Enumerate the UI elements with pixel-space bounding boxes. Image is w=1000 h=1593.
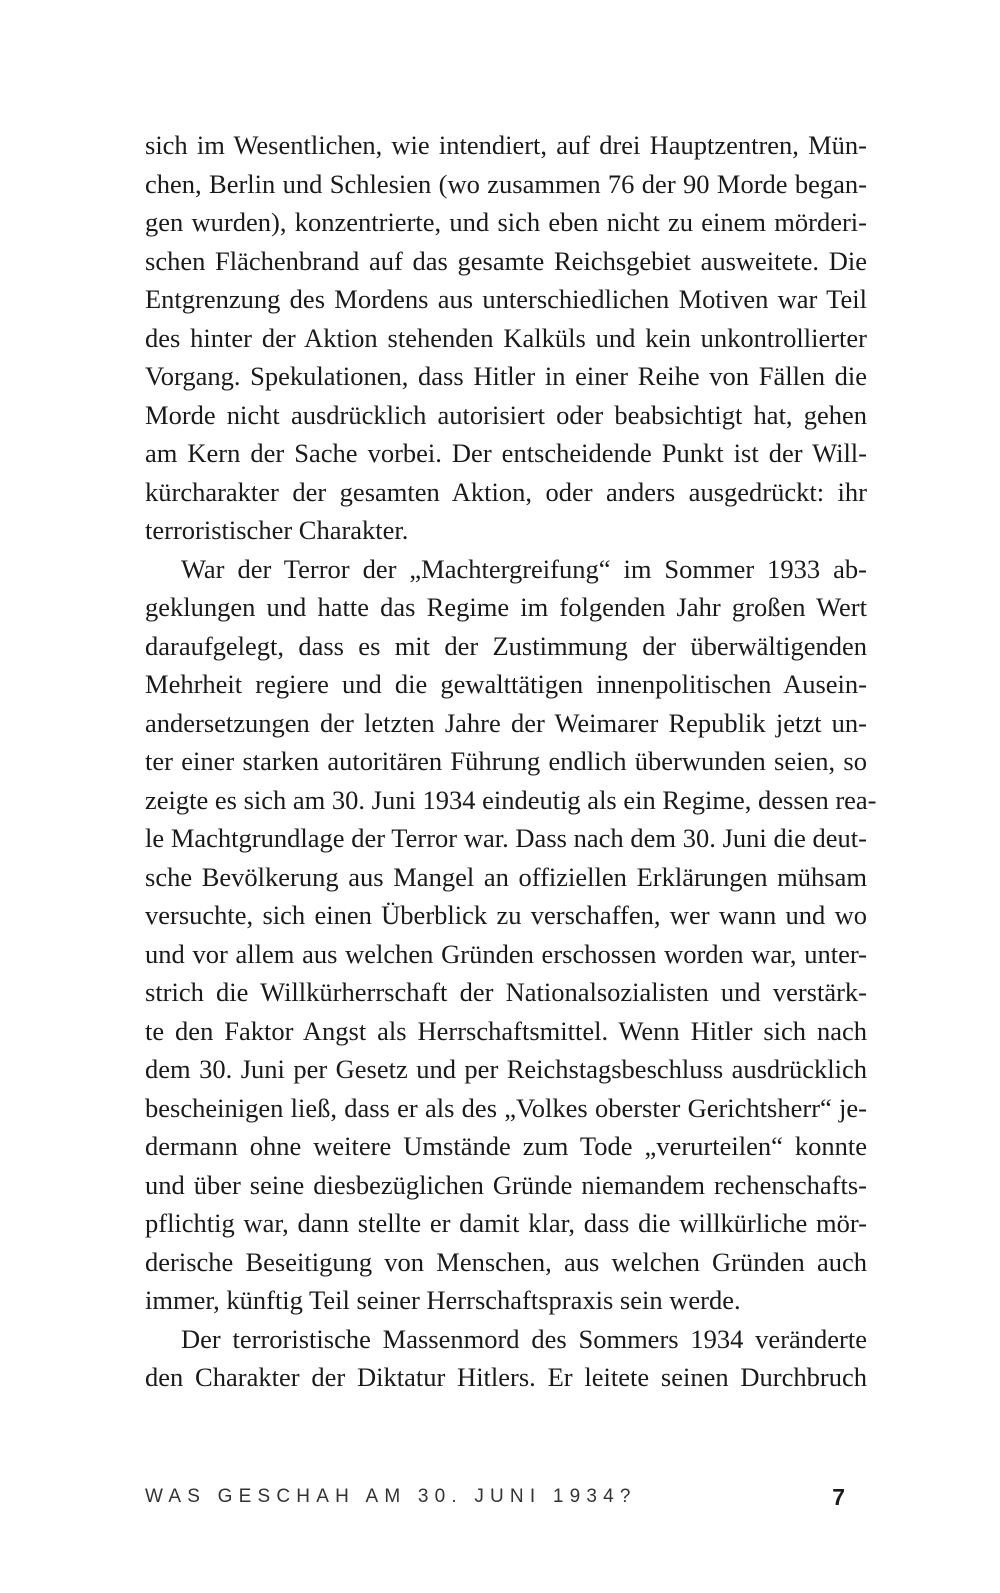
text-line: Vorgang. Spekulationen, dass Hitler in einer Reihe von Fällen die bbox=[145, 361, 867, 391]
running-head: WAS GESCHAH AM 30. JUNI 1934? bbox=[145, 1486, 637, 1507]
text-line: War der Terror der „Machtergreifung“ im Sommer 1933 ab- bbox=[181, 553, 867, 584]
text-line: des hinter der Aktion stehenden Kalküls und kein unkontrollierter bbox=[145, 322, 867, 353]
text-line: te den Faktor Angst als Herrschaftsmittel. Wenn Hitler sich nach bbox=[145, 1015, 867, 1046]
text-line: den Charakter der Diktatur Hitlers. Er leitete seinen Durchbruch bbox=[145, 1362, 867, 1392]
paragraph bbox=[145, 126, 867, 550]
text-line: immer, künftig Teil seiner Herrschaftspraxis sein werde. bbox=[145, 1285, 741, 1315]
page-footer bbox=[145, 1482, 845, 1512]
text-line: dem 30. Juni per Gesetz und per Reichstagsbeschluss ausdrücklich bbox=[145, 1054, 867, 1084]
text-line: strich die Willkürherrschaft der Nationalsozialisten und verstärk- bbox=[145, 977, 867, 1007]
text-line: kürcharakter der gesamten Aktion, oder anders ausgedrückt: ihr bbox=[145, 476, 867, 507]
text-line: bescheinigen ließ, dass er als des „Volkes oberster Gerichtsherr“ je- bbox=[145, 1092, 867, 1123]
text-line: le Machtgrundlage der Terror war. Dass nach dem 30. Juni die deut- bbox=[145, 823, 867, 853]
text-line: versuchte, sich einen Überblick zu verschaffen, wer wann und wo bbox=[145, 900, 867, 930]
text-line: und über seine diesbezüglichen Gründe niemandem rechenschafts- bbox=[145, 1169, 867, 1200]
text-line: Entgrenzung des Mordens aus unterschiedlichen Motiven war Teil bbox=[145, 284, 867, 314]
text-line: pflichtig war, dann stellte er damit klar, dass die willkürliche mör- bbox=[145, 1208, 867, 1238]
text-line: am Kern der Sache vorbei. Der entscheidende Punkt ist der Will- bbox=[145, 438, 867, 468]
paragraph bbox=[145, 550, 877, 1320]
text-line: zeigte es sich am 30. Juni 1934 eindeutig als ein Regime, dessen rea- bbox=[145, 784, 877, 815]
text-line: sche Bevölkerung aus Mangel an offiziellen Erklärungen mühsam bbox=[145, 861, 867, 892]
text-line: Der terroristische Massenmord des Sommers 1934 veränderte bbox=[181, 1323, 867, 1354]
text-line: Morde nicht ausdrücklich autorisiert oder beabsichtigt hat, gehen bbox=[145, 399, 867, 430]
text-line: sich im Wesentlichen, wie intendiert, auf drei Hauptzentren, Mün- bbox=[145, 130, 867, 160]
page-number: 7 bbox=[832, 1484, 845, 1510]
paragraph bbox=[145, 1320, 867, 1397]
text-line: andersetzungen der letzten Jahre der Weimarer Republik jetzt un- bbox=[145, 707, 867, 738]
text-line: gen wurden), konzentrierte, und sich eben nicht zu einem mörderi- bbox=[145, 207, 867, 237]
text-line: geklungen und hatte das Regime im folgenden Jahr großen Wert bbox=[145, 592, 867, 622]
text-line: und vor allem aus welchen Gründen erschossen worden war, unter- bbox=[145, 938, 867, 969]
page-body bbox=[145, 126, 877, 1397]
text-line: chen, Berlin und Schlesien (wo zusammen 76 der 90 Morde began- bbox=[145, 168, 867, 199]
text-line: Mehrheit regiere und die gewalttätigen innenpolitischen Ausein- bbox=[145, 669, 867, 699]
text-line: terroristischer Charakter. bbox=[145, 515, 409, 545]
text-line: derische Beseitigung von Menschen, aus welchen Gründen auch bbox=[145, 1246, 867, 1277]
text-line: ter einer starken autoritären Führung endlich überwunden seien, so bbox=[145, 746, 867, 776]
text-line: daraufgelegt, dass es mit der Zustimmung der überwältigenden bbox=[145, 630, 867, 661]
text-line: dermann ohne weitere Umstände zum Tode „verurteilen“ konnte bbox=[145, 1131, 867, 1161]
text-line: schen Flächenbrand auf das gesamte Reichsgebiet ausweitete. Die bbox=[145, 245, 867, 276]
